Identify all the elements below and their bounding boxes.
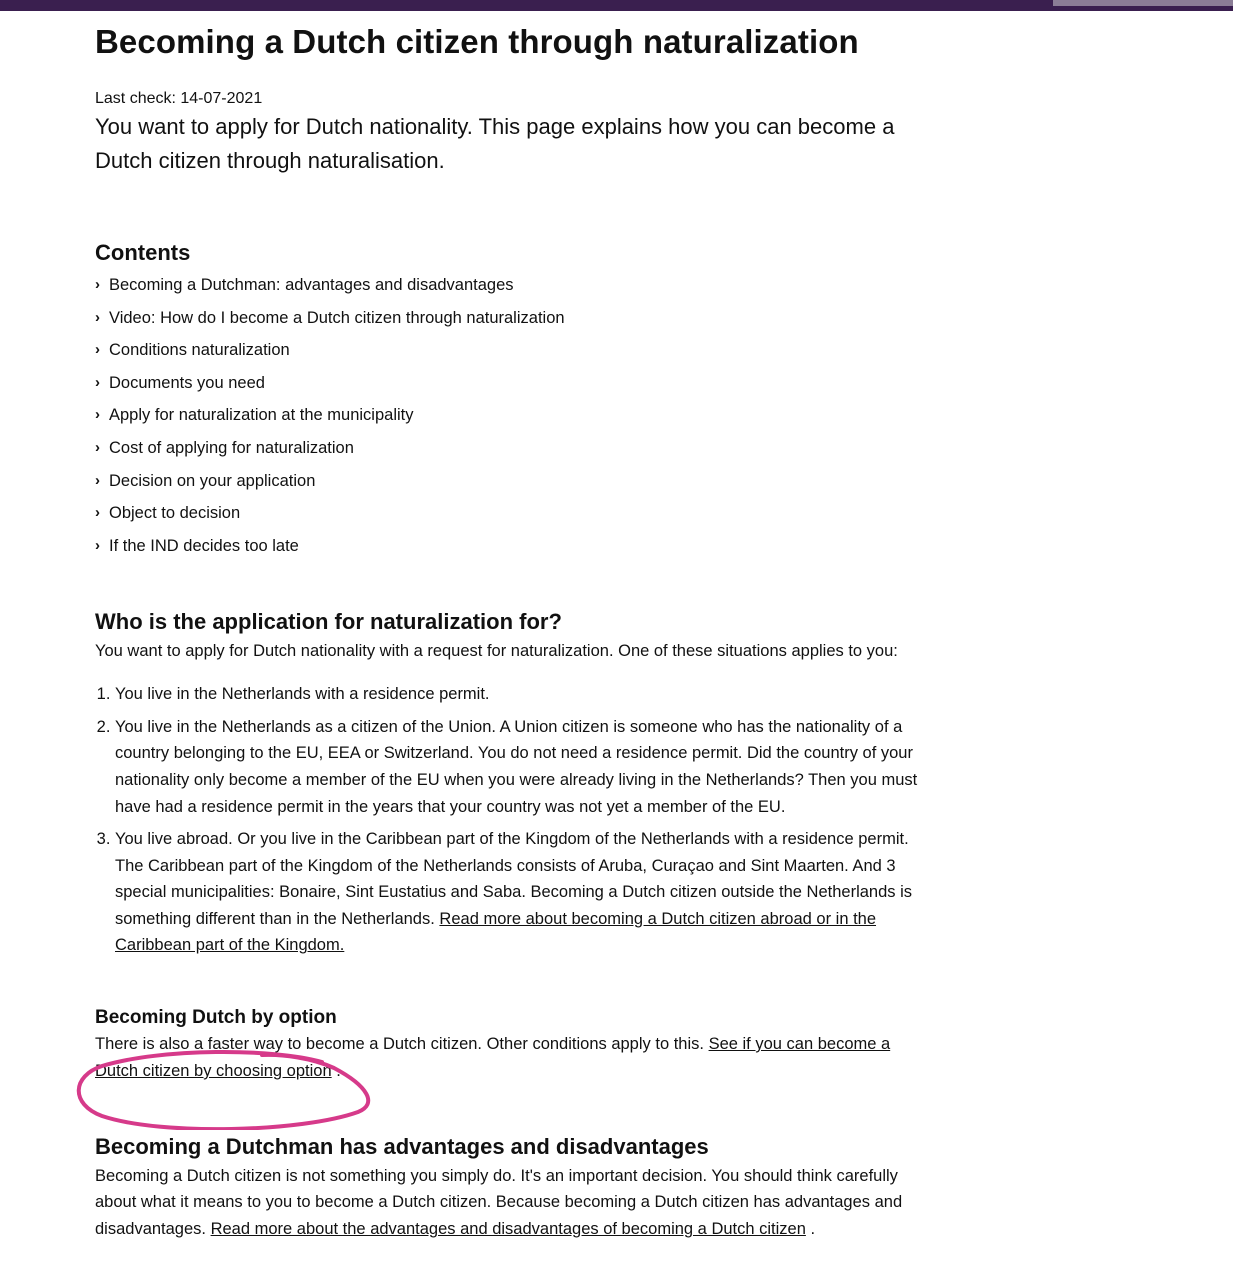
situation-text: You live in the Netherlands with a residence permit. (115, 685, 490, 704)
chevron-right-icon: › (95, 536, 100, 554)
advantages-period: . (810, 1220, 816, 1239)
toc-item-label[interactable]: Becoming a Dutchman: advantages and disadvantages (109, 276, 514, 294)
option-link[interactable]: See if you can become a Dutch citizen by choosing option (95, 1035, 891, 1080)
option-text (95, 1031, 925, 1085)
toc-item-video[interactable] (95, 302, 925, 335)
main-content (95, 20, 925, 1243)
list-item (115, 681, 925, 708)
toc-item-documents[interactable] (95, 367, 925, 400)
advantages-link[interactable]: Read more about the advantages and disadvantages of becoming a Dutch citizen (210, 1220, 806, 1239)
toc-item-apply[interactable] (95, 399, 925, 432)
toc-item-label[interactable]: Apply for naturalization at the municipality (109, 406, 414, 425)
toc-item-label[interactable]: Cost of applying for naturalization (109, 438, 354, 457)
list-item (115, 714, 925, 820)
option-description: There is also a faster way to become a Dutch citizen. Other conditions apply to this. (95, 1035, 704, 1054)
situations-list (95, 681, 925, 959)
situation-text: You live abroad. Or you live in the Caribbean part of the Kingdom of the Netherlands with a residence permit. The Caribbean part of the Kingdom of the Netherlands consists of Aruba, Curaçao and Sint Maarten. And 3 special municipalities: Bonaire, Sint Eustatius and Saba. Becoming a Dutch citizen outside the Netherlands is something different than in the Netherlands. (115, 830, 913, 928)
page-title: Becoming a Dutch citizen through naturalization (95, 23, 859, 60)
advantages-text (95, 1163, 925, 1243)
option-period: . (336, 1061, 341, 1080)
who-intro: You want to apply for Dutch nationality with a request for naturalization. One of these situations applies to you: (95, 642, 898, 661)
toc-item-label[interactable]: Conditions naturalization (109, 341, 290, 360)
intro-text: You want to apply for Dutch nationality. This page explains how you can become a Dutch citizen through naturalisation. (95, 114, 895, 173)
contents-title: Contents (95, 240, 191, 265)
toc-item-decision[interactable] (95, 465, 925, 498)
advantages-section-title: Becoming a Dutchman has advantages and disadvantages (95, 1133, 709, 1159)
toc-item-label[interactable]: If the IND decides too late (109, 536, 299, 555)
table-of-contents (95, 269, 925, 562)
toc-item-late[interactable] (95, 530, 925, 563)
chevron-right-icon: › (95, 276, 100, 293)
top-header-bar (0, 0, 1233, 11)
toc-item-label[interactable]: Video: How do I become a Dutch citizen through naturalization (109, 308, 565, 327)
chevron-right-icon: › (95, 308, 100, 326)
who-section-title: Who is the application for naturalization for? (95, 609, 562, 635)
toc-item-label[interactable]: Object to decision (109, 504, 241, 523)
advantages-description: Becoming a Dutch citizen is not something you simply do. It's an important decision. You should think carefully about what it means to you to become a Dutch citizen. Because becoming a Dutch citizen has advantages and disadvantages. (95, 1166, 903, 1239)
chevron-right-icon: › (95, 341, 100, 359)
chevron-right-icon: › (95, 373, 100, 391)
chevron-right-icon: › (95, 504, 100, 522)
chevron-right-icon: › (95, 471, 100, 489)
toc-item-object[interactable] (95, 497, 925, 530)
toc-item-cost[interactable] (95, 432, 925, 465)
toc-item-label[interactable]: Decision on your application (109, 471, 316, 490)
chevron-right-icon: › (95, 438, 100, 456)
list-item (115, 826, 925, 959)
toc-item-label[interactable]: Documents you need (109, 373, 265, 392)
last-check-date: Last check: 14-07-2021 (95, 90, 263, 107)
toc-item-conditions[interactable] (95, 334, 925, 367)
read-more-abroad-link[interactable]: Read more about becoming a Dutch citizen abroad or in the Caribbean part of the Kingdom. (115, 909, 877, 955)
option-section-title: Becoming Dutch by option (95, 1007, 337, 1029)
situation-text: You live in the Netherlands as a citizen of the Union. A Union citizen is someone who has the nationality of a country belonging to the EU, EEA or Switzerland. You do not need a residence permit. Did the country of your nationality only become a member of the EU when you were already living in the Netherlands? Then you must have had a residence permit in the years that your country was not yet a member of the EU. (115, 717, 918, 816)
header-tab (1053, 0, 1233, 6)
chevron-right-icon: › (95, 406, 100, 424)
toc-item-advantages[interactable] (95, 269, 925, 302)
